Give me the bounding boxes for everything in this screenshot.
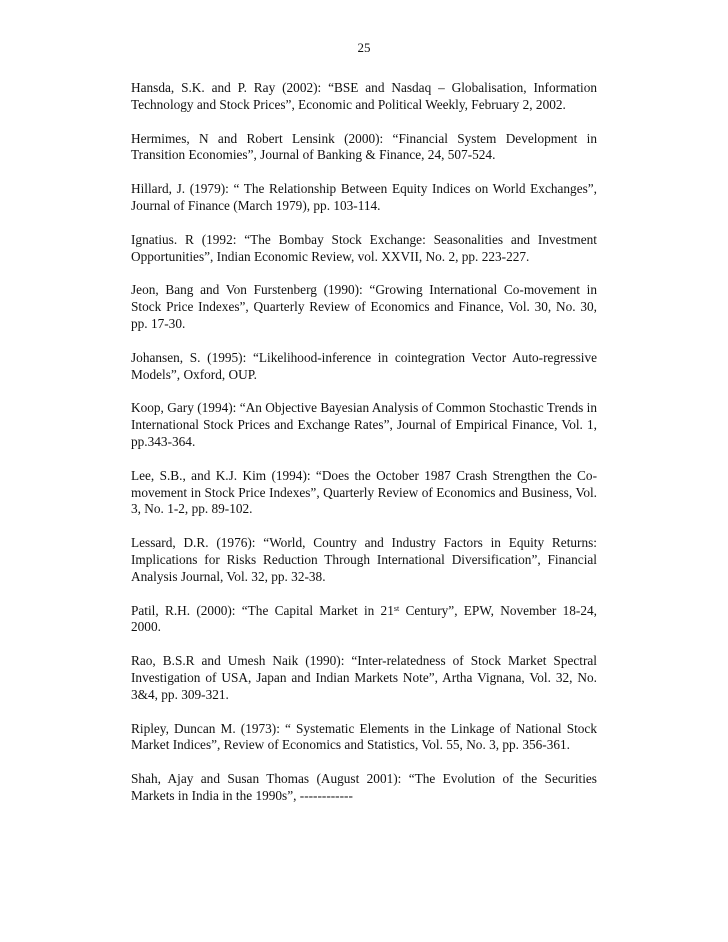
reference-entry-shah: Shah, Ajay and Susan Thomas (August 2001): “The Evolution of the Securities Markets in India in the 1990s”, ------------ <box>131 771 597 803</box>
references-list <box>131 80 597 822</box>
reference-entry-jeon: Jeon, Bang and Von Furstenberg (1990): “Growing International Co-movement in Stock Price Indexes”, Quarterly Review of Economics and Finance, Vol. 30, No. 30, pp. 17-30. <box>131 282 597 331</box>
reference-patil-superscript: st <box>393 603 400 613</box>
reference-entry-lessard: Lessard, D.R. (1976): “World, Country and Industry Factors in Equity Returns: Implications for Risks Reduction Through International Diversification”, Financial Analysis Journal, Vol. 32, pp. 32-38. <box>131 535 597 584</box>
reference-entry-ignatius: Ignatius. R (1992: “The Bombay Stock Exchange: Seasonalities and Investment Opportunities”, Indian Economic Review, vol. XXVII, No. 2, pp. 223-227. <box>131 231 597 264</box>
reference-entry-koop: Koop, Gary (1994): “An Objective Bayesian Analysis of Common Stochastic Trends in International Stock Prices and Exchange Rates”, Journal of Empirical Finance, Vol. 1, pp.343-364. <box>131 400 597 449</box>
reference-patil-text-before: Patil, R.H. (2000): “The Capital Market in 21 <box>131 602 394 618</box>
reference-entry-johansen: Johansen, S. (1995): “Likelihood-inference in cointegration Vector Auto-regressive Models”, Oxford, OUP. <box>131 349 597 382</box>
reference-entry-patil <box>131 603 597 637</box>
reference-patil-text-after: Century”, EPW, November 18-24, 2000. <box>131 602 597 635</box>
reference-entry-ripley: Ripley, Duncan M. (1973): “ Systematic Elements in the Linkage of National Stock Market Indices”, Review of Economics and Statistics, Vol. 55, No. 3, pp. 356-361. <box>131 720 597 753</box>
reference-entry-hermimes: Hermimes, N and Robert Lensink (2000): “Financial System Development in Transition Economies”, Journal of Banking & Finance, 24, 507-524. <box>131 130 597 163</box>
reference-entry-lee: Lee, S.B., and K.J. Kim (1994): “Does the October 1987 Crash Strengthen the Co-movement in Stock Price Indexes”, Quarterly Review of Economics and Business, Vol. 3, No. 1-2, pp. 89-102. <box>131 467 597 517</box>
reference-entry-hansda: Hansda, S.K. and P. Ray (2002): “BSE and Nasdaq – Globalisation, Information Technology and Stock Prices”, Economic and Political Weekly, February 2, 2002. <box>131 80 597 112</box>
page-number: 25 <box>357 40 371 55</box>
reference-entry-hillard: Hillard, J. (1979): “ The Relationship Between Equity Indices on World Exchanges”, Journal of Finance (March 1979), pp. 103-114. <box>131 181 597 213</box>
reference-entry-rao: Rao, B.S.R and Umesh Naik (1990): “Inter-relatedness of Stock Market Spectral Investigation of USA, Japan and Indian Markets Note”, Artha Vignana, Vol. 32, No. 3&4, pp. 309-321. <box>131 653 597 702</box>
